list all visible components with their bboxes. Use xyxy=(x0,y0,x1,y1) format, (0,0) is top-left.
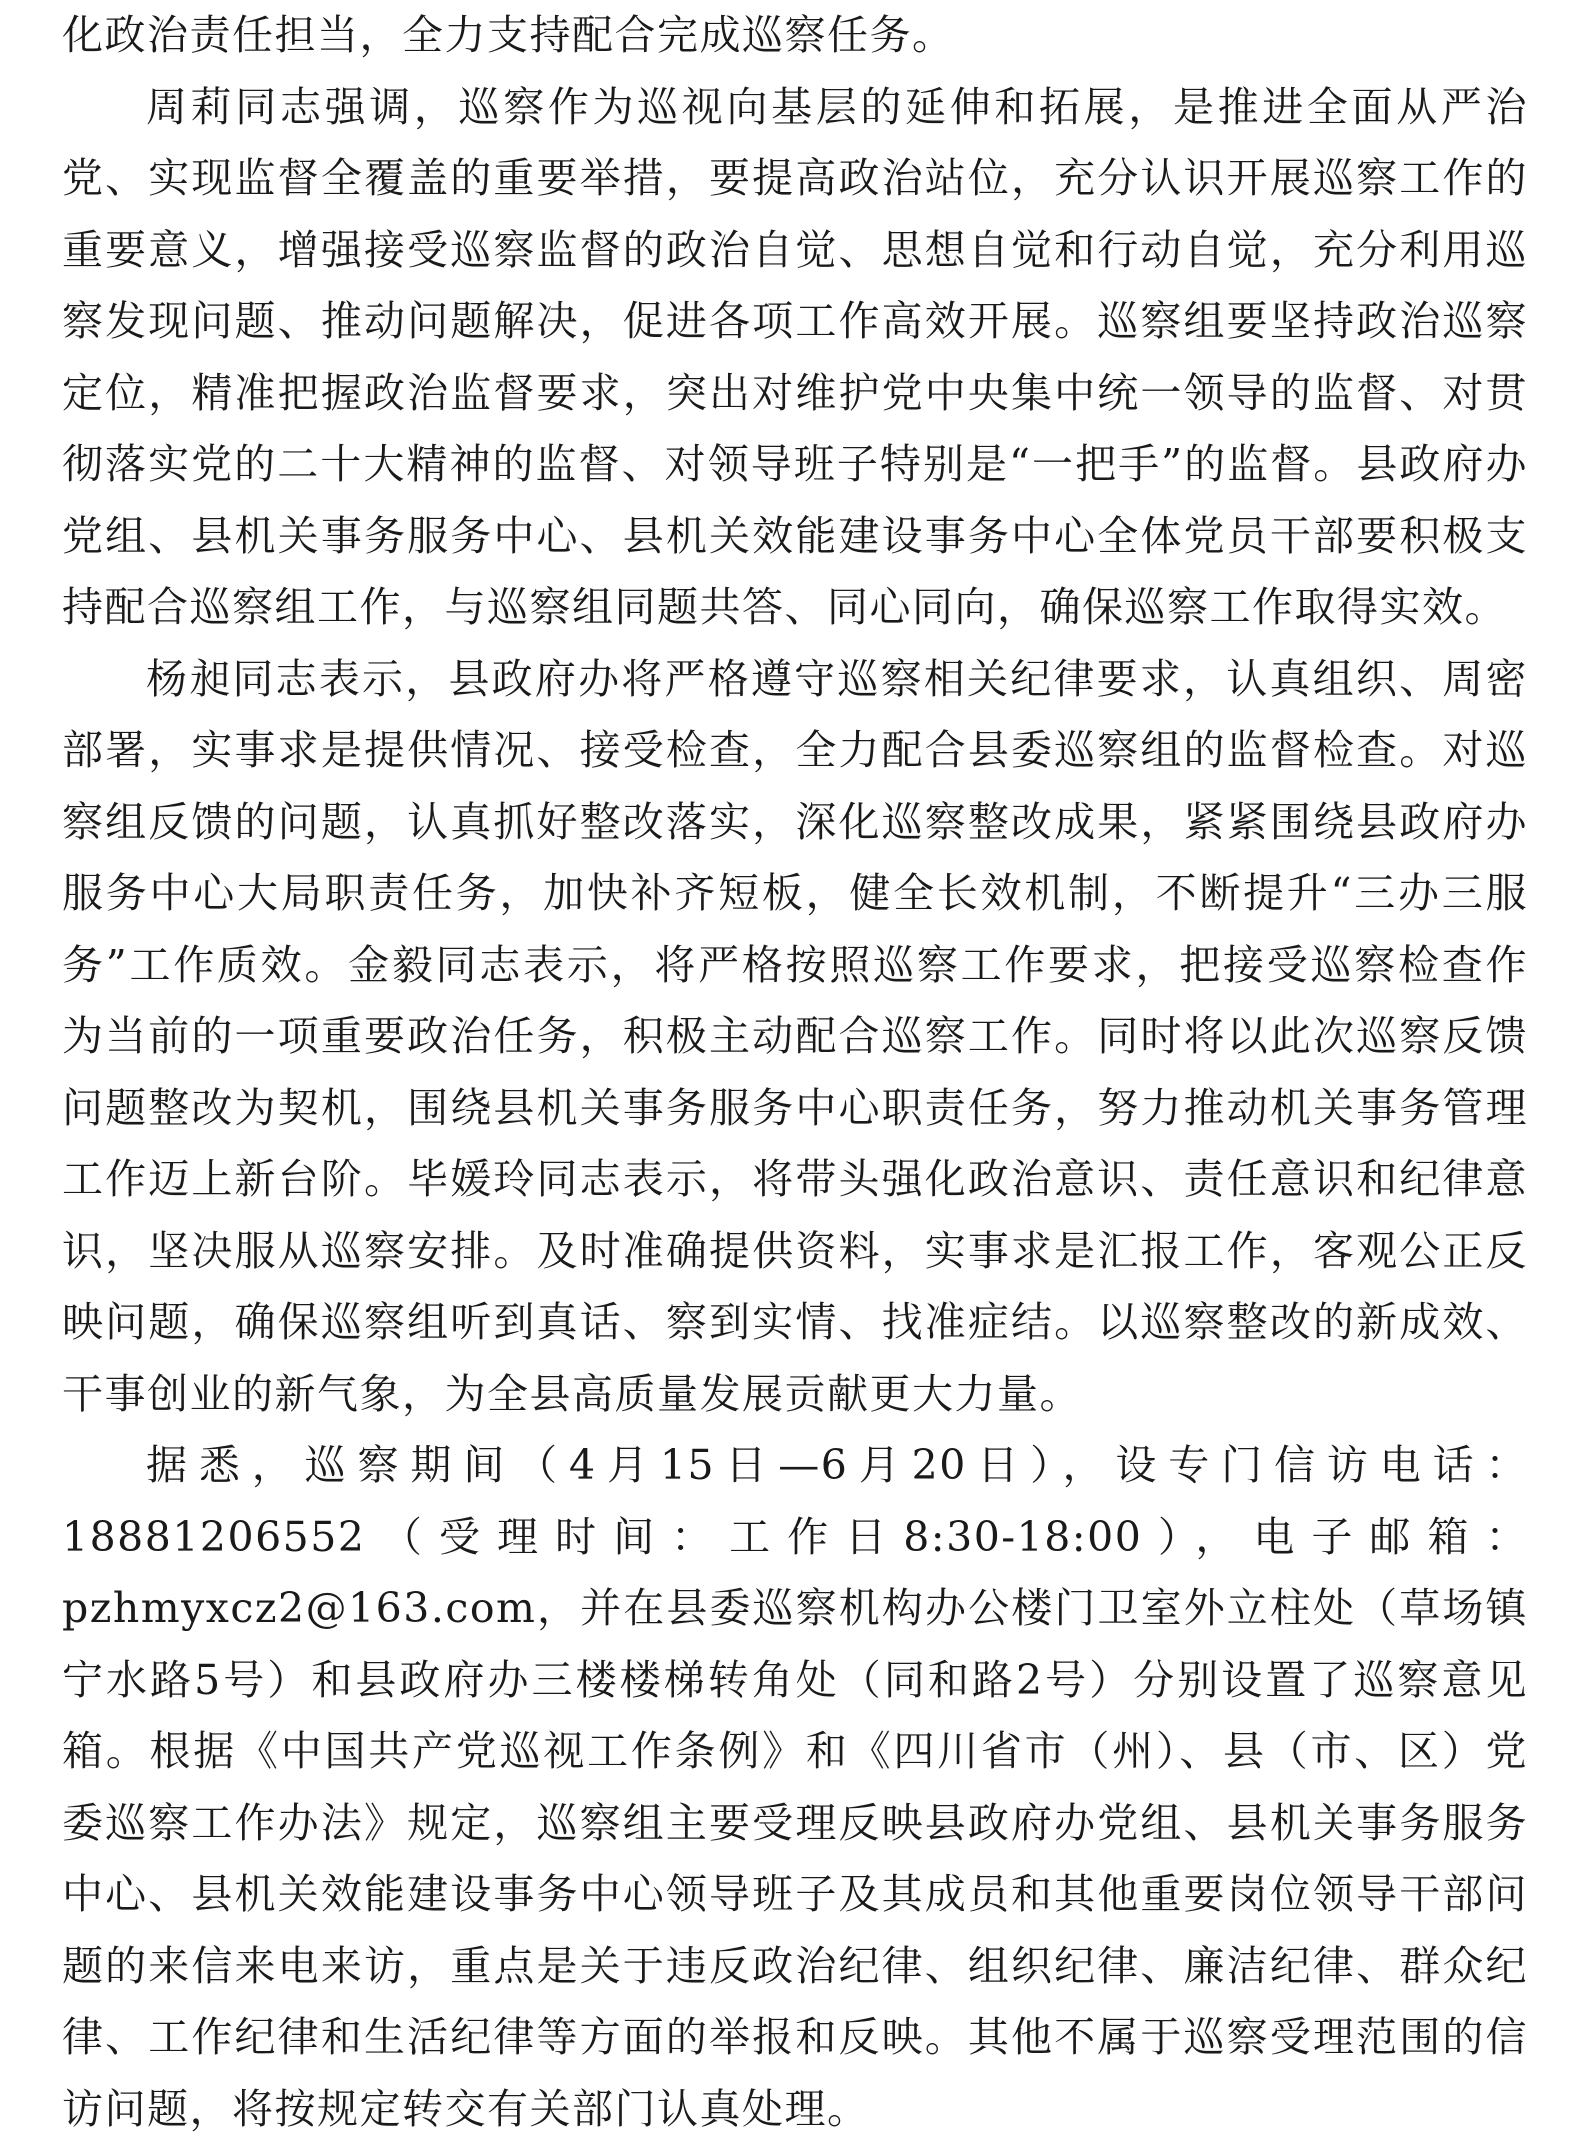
paragraph-continued: 化政治责任担当，全力支持配合完成巡察任务。 xyxy=(62,11,955,59)
paragraph-petition-info: 据悉，巡察期间（4月15日—6月20日），设专门信访电话：18881206552（受理时间：工作日8:30-18:00），电子邮箱：pzhmyxcz2@163.com，并在县委巡察机构办公楼门卫室外立柱处（草场镇宁水路5号）和县政府办三楼楼梯转角处（同和路2号）分别设置了巡察意见箱。根据《中国共产党巡视工作条例》和《四川省市（州）、县（市、区）党委巡察工作办法》规定，巡察组主要受理反映县政府办党组、县机关事务服务中心、县机关效能建设事务中心领导班子及其成员和其他重要岗位领导干部问题的来信来电来访，重点是关于违反政治纪律、组织纪律、廉洁纪律、群众纪律、工作纪律和生活纪律等方面的举报和反映。其他不属于巡察受理范围的信访问题，将按规定转交有关部门认真处理。 xyxy=(62,1441,1528,2133)
document-body xyxy=(62,0,1528,2145)
paragraph-statements: 杨昶同志表示，县政府办将严格遵守巡察相关纪律要求，认真组织、周密部署，实事求是提供情况、接受检查，全力配合县委巡察组的监督检查。对巡察组反馈的问题，认真抓好整改落实，深化巡察整改成果，紧紧围绕县政府办服务中心大局职责任务，加快补齐短板，健全长效机制，不断提升“三办三服务”工作质效。金毅同志表示，将严格按照巡察工作要求，把接受巡察检查作为当前的一项重要政治任务，积极主动配合巡察工作。同时将以此次巡察反馈问题整改为契机，围绕县机关事务服务中心职责任务，努力推动机关事务管理工作迈上新台阶。毕媛玲同志表示，将带头强化政治意识、责任意识和纪律意识，坚决服从巡察安排。及时准确提供资料，实事求是汇报工作，客观公正反映问题，确保巡察组听到真话、察到实情、找准症结。以巡察整改的新成效、干事创业的新气象，为全县高质量发展贡献更大力量。 xyxy=(62,654,1528,1418)
paragraph-zhou-li-remarks: 周莉同志强调，巡察作为巡视向基层的延伸和拓展，是推进全面从严治党、实现监督全覆盖的重要举措，要提高政治站位，充分认识开展巡察工作的重要意义，增强接受巡察监督的政治自觉、思想自觉和行动自觉，充分利用巡察发现问题、推动问题解决，促进各项工作高效开展。巡察组要坚持政治巡察定位，精准把握政治监督要求，突出对维护党中央集中统一领导的监督、对贯彻落实党的二十大精神的监督、对领导班子特别是“一把手”的监督。县政府办党组、县机关事务服务中心、县机关效能建设事务中心全体党员干部要积极支持配合巡察组工作，与巡察组同题共答、同心同向，确保巡察工作取得实效。 xyxy=(62,82,1528,631)
